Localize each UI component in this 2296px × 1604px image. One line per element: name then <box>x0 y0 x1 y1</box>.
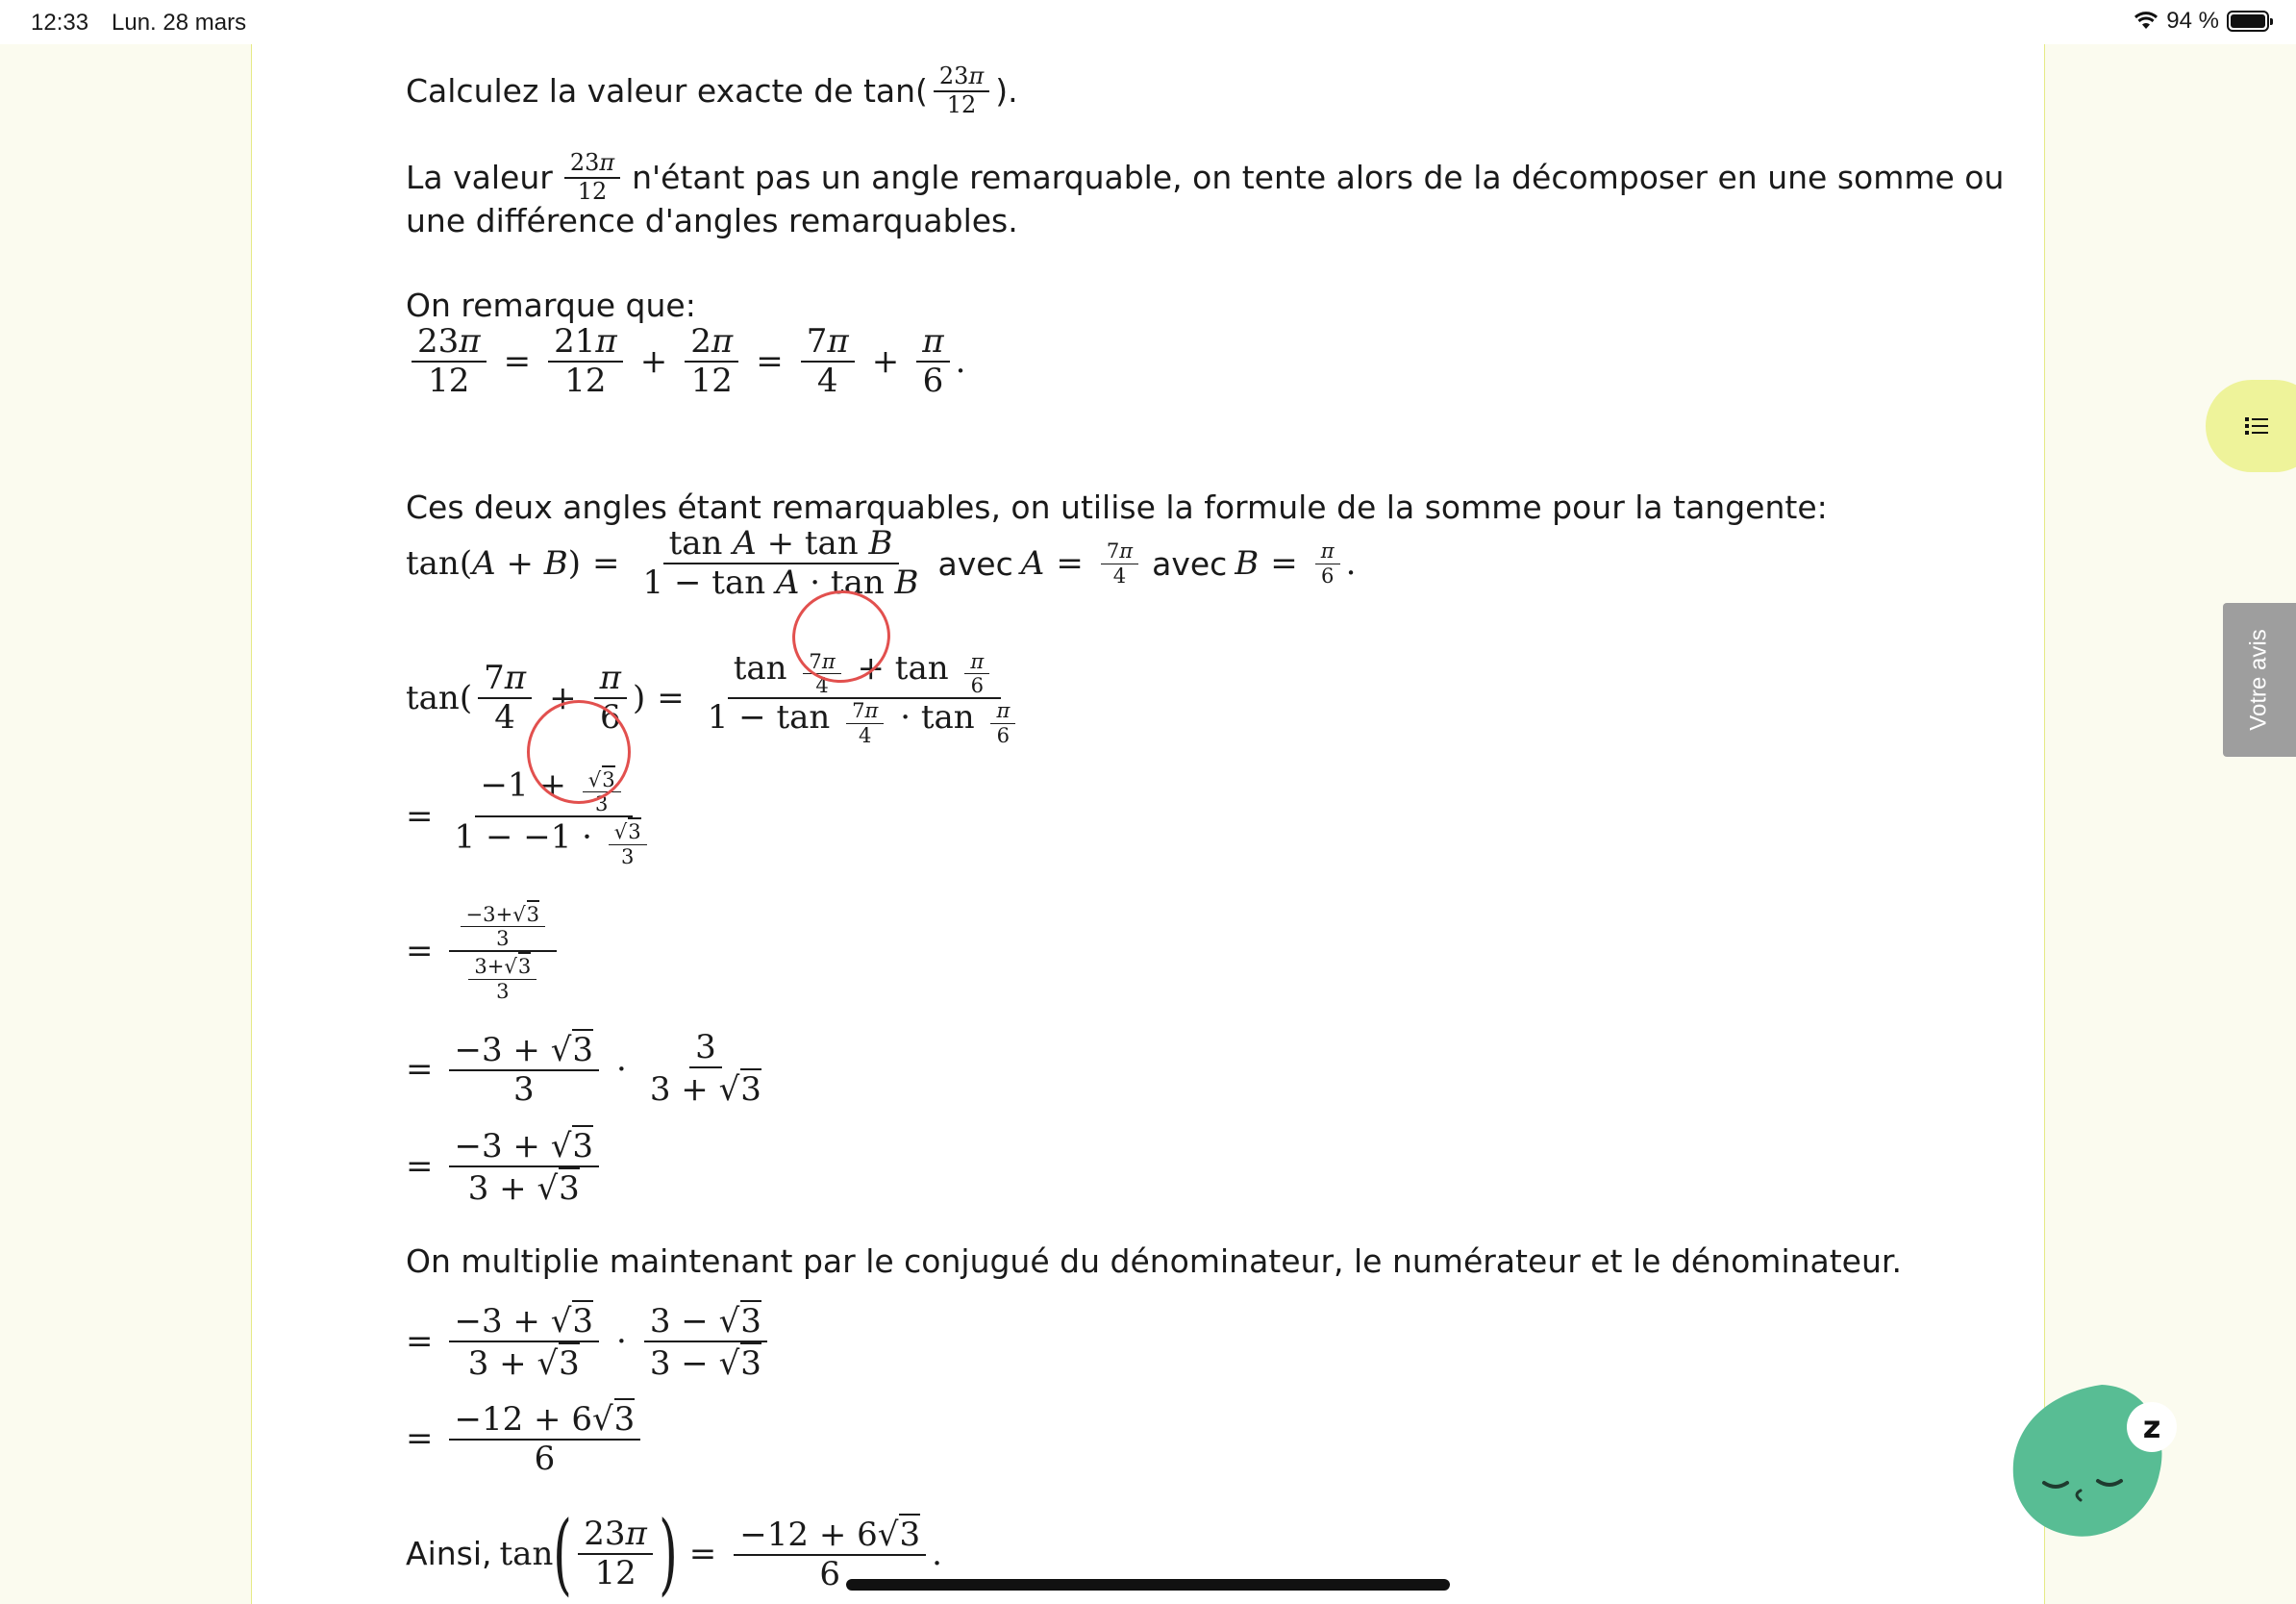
list-icon <box>2244 414 2269 438</box>
p1-start: La valeur <box>406 158 553 196</box>
math-step-1: tan( $\frac{7\pi}{4}$ + $\frac{\pi}{6}$ ) = tan $\frac{7\pi}{4}$ + tan $\frac{\pi}{6}$ 1 − tan $\frac{7\pi}{4}$ · tan $\frac{\pi}{6}$ <box>406 650 1033 747</box>
table-of-contents-button[interactable] <box>2206 380 2296 472</box>
feedback-label: Votre avis <box>2246 629 2273 731</box>
math-step-4: = −3 + √ 3 3 · 3 3 + √ 3 <box>406 1028 761 1110</box>
conclusion: Ainsi, tan ( $\frac{23\pi}{12}$ ) = −12 + 6 √ 3 6 . <box>406 1501 942 1604</box>
paragraph-1-line-1 <box>406 150 2004 205</box>
battery-icon <box>2227 11 2269 32</box>
right-margin <box>2044 44 2296 1604</box>
math-decomposition: $\frac{23\pi}{12}$ = $\frac{21\pi}{12}$ + $\frac{2\pi}{12}$ = $\frac{7\pi}{4}$ + $\frac{\pi}{6}$ . <box>406 323 965 400</box>
status-right <box>2134 8 2269 35</box>
math-step-6: = −3 + √ 3 3 + √ 3 · 3 − √ 3 3 − √ 3 <box>406 1300 773 1383</box>
math-step-5: = −3 + √ 3 3 + √ 3 <box>406 1125 605 1208</box>
feedback-tab[interactable] <box>2223 603 2296 757</box>
paragraph-1-line-2: une différence d'angles remarquables. <box>406 202 1018 239</box>
paragraph-3: On multiplie maintenant par le conjugué du dénominateur, le numérateur et le dénominateur. <box>406 1242 1902 1280</box>
home-indicator[interactable] <box>846 1579 1450 1591</box>
math-step-2: = −1 + √ 3 3 1 − −1 · √ 3 3 <box>406 765 664 868</box>
math: $\frac{23\pi}{12}$ <box>559 150 626 205</box>
sleeping-mascot-button[interactable] <box>2006 1377 2190 1550</box>
math-sum-formula: tan(A + B) = $\frac{\text{tan A + tan B}}{\text{1 − tan A · tan B}}$ avec A = $\frac{7\pi}{4}$ avec B = $\frac{\pi}{6}$ . <box>406 524 1357 603</box>
battery-percent: 94 % <box>2166 8 2219 34</box>
question-line <box>406 63 1018 118</box>
status-date: Lun. 28 mars <box>112 10 247 36</box>
exercise-content <box>252 44 2044 1604</box>
remark-label: On remarque que: <box>406 287 696 324</box>
p1-rest: n'étant pas un angle remarquable, on tente alors de la décomposer en une somme ou <box>632 158 2005 196</box>
wifi-icon <box>2134 12 2159 31</box>
math-step-3: = −3+ √ 3 3 3+ √ 3 3 <box>406 900 562 1003</box>
question-end: ). <box>995 71 1018 110</box>
left-margin <box>0 44 252 1604</box>
status-bar <box>0 0 2296 44</box>
avec-label-1: avec <box>937 544 1013 583</box>
avec-label-2: avec <box>1152 544 1228 583</box>
sleep-z-text: z <box>2142 1409 2161 1445</box>
status-time: 12:33 <box>31 10 89 36</box>
ainsi-label: Ainsi, <box>406 1535 492 1573</box>
handwritten-circle-annotation <box>527 700 631 804</box>
question-text: Calculez la valeur exacte de tan( <box>406 71 928 110</box>
math: $\frac{23\pi}{12}$ <box>928 63 995 118</box>
paragraph-2: Ces deux angles étant remarquables, on utilise la formule de la somme pour la tangente: <box>406 489 1828 526</box>
math-step-7: = −12 + 6 √ 3 6 <box>406 1398 646 1478</box>
